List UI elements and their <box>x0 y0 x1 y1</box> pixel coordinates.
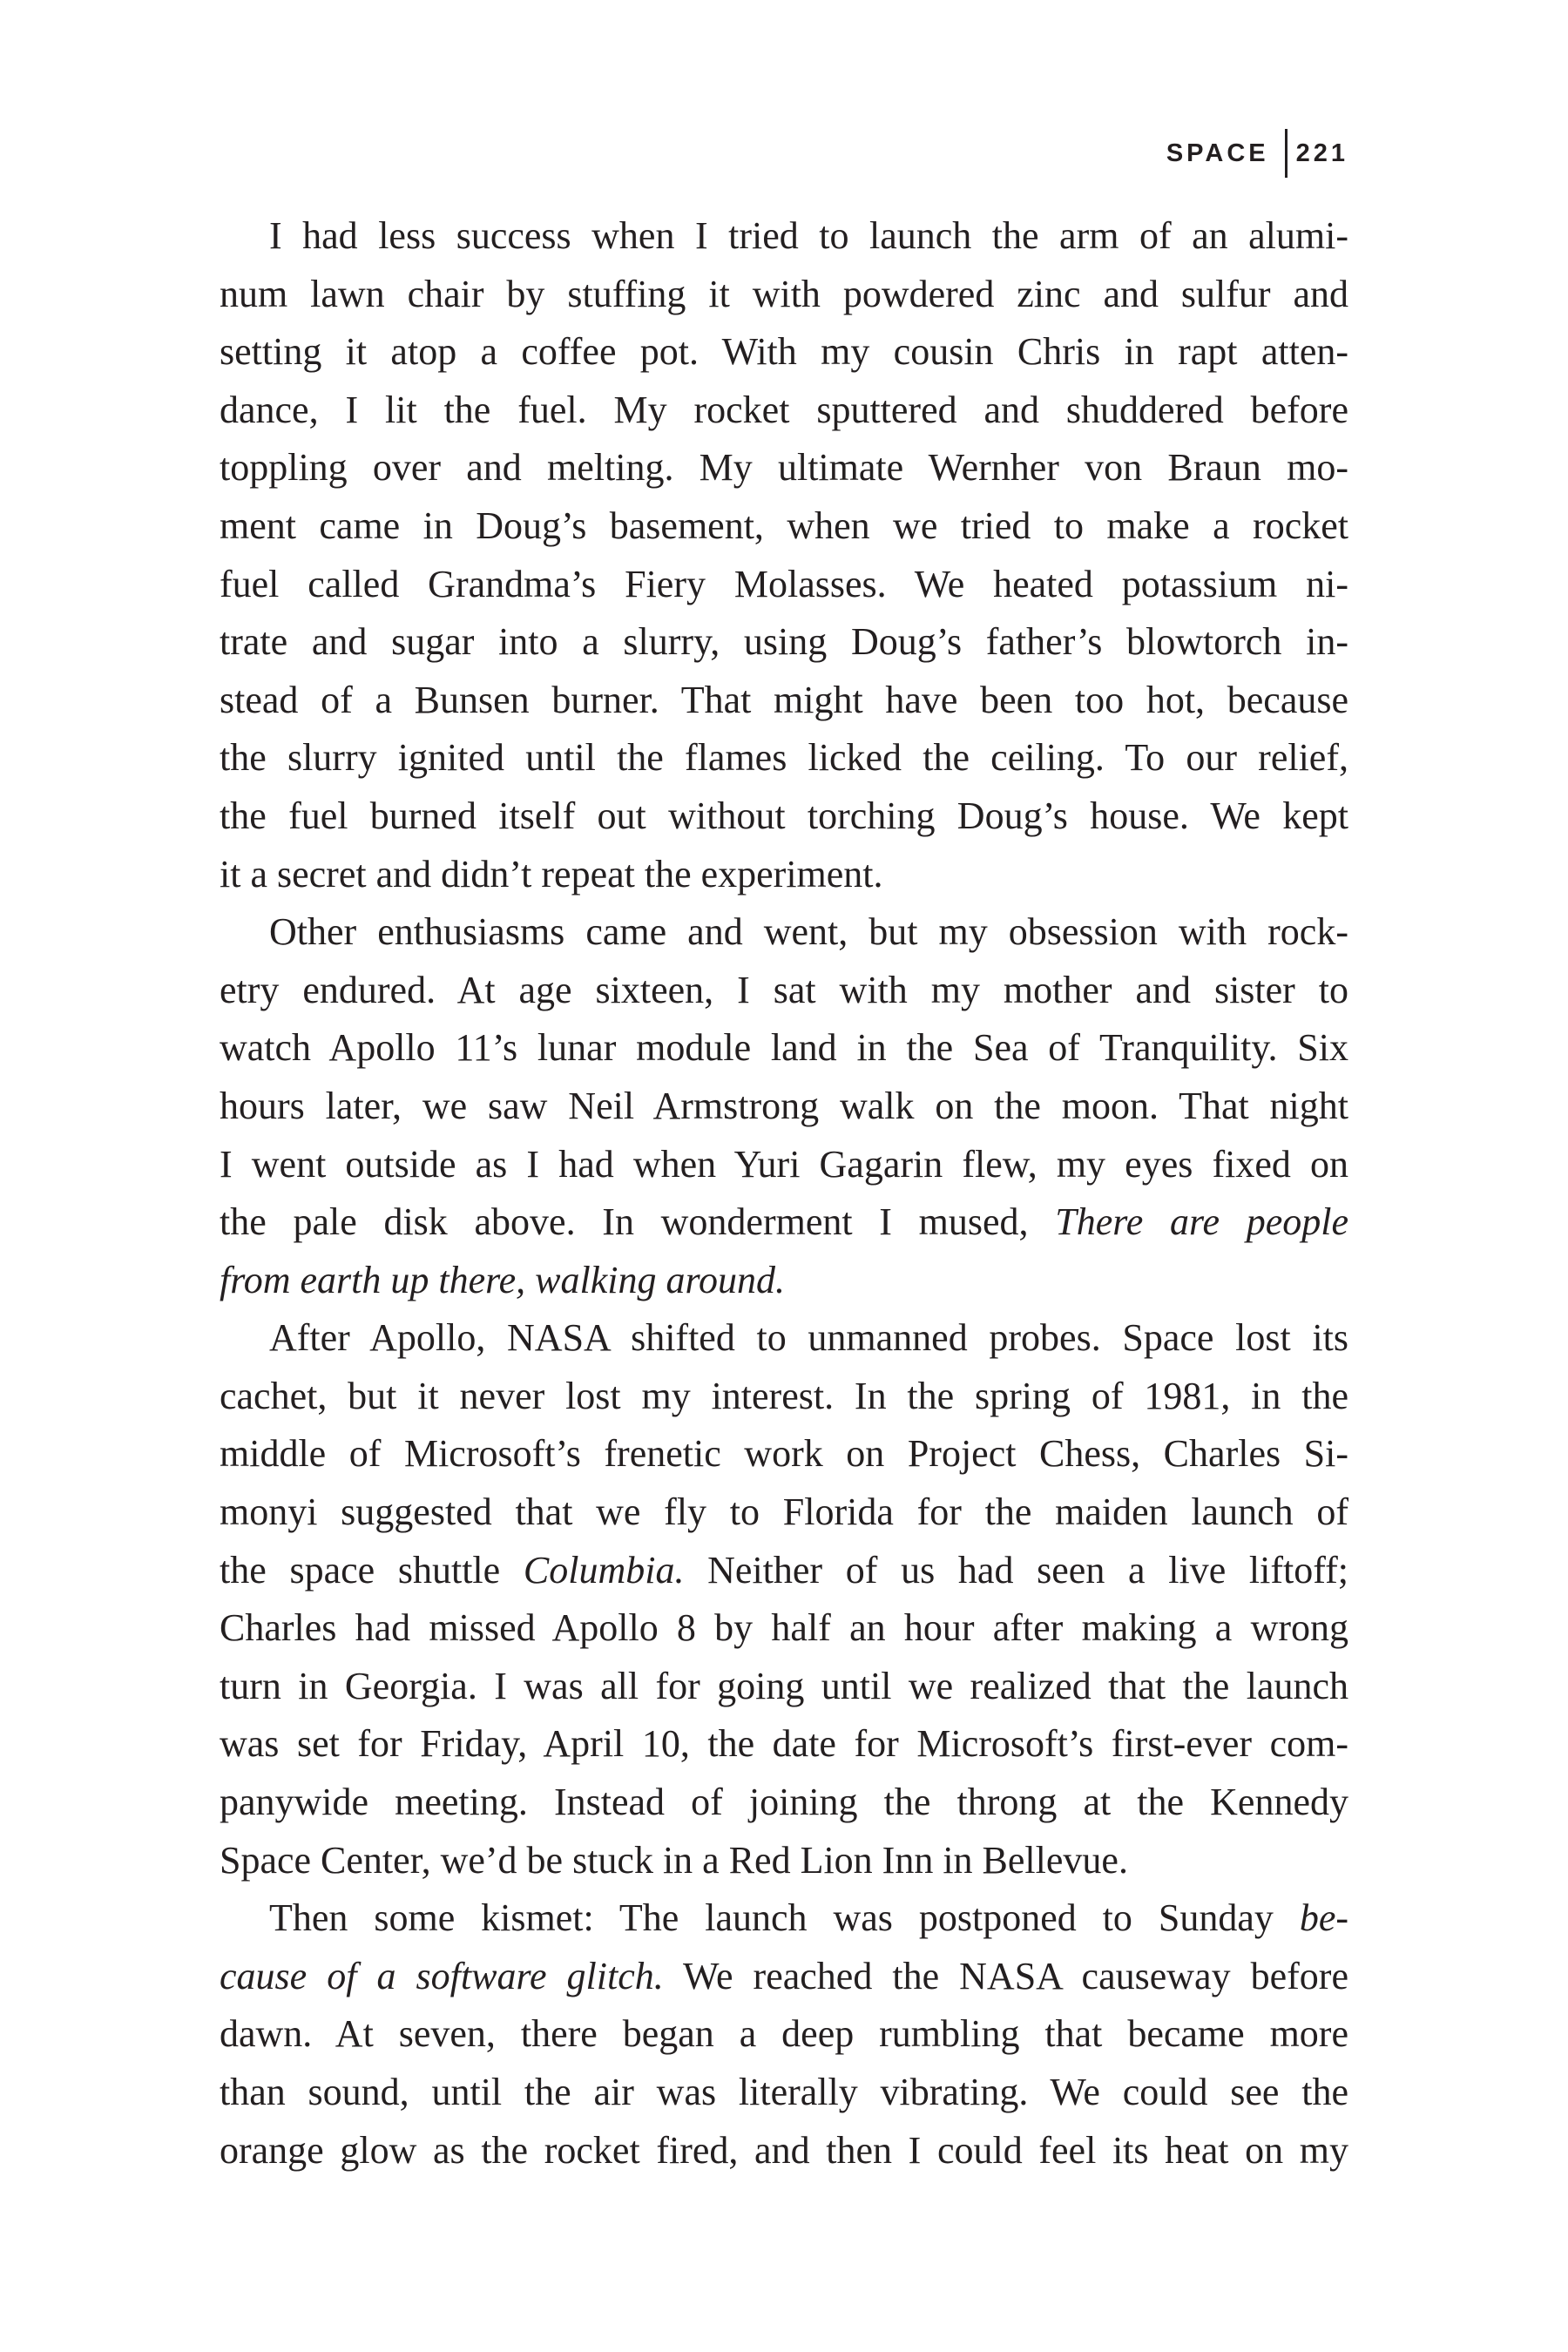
text-line: I had less success when I tried to launch the arm of an alumi- <box>269 214 1348 257</box>
text-line: the slurry ignited until the flames licked the ceiling. To our relief, <box>220 736 1348 780</box>
text-run: We reached the NASA causeway before <box>663 1954 1348 1997</box>
text-line: was set for Friday, April 10, the date for Microsoft’s first-ever com- <box>220 1722 1348 1766</box>
text-line: middle of Microsoft’s frenetic work on Project Chess, Charles Si- <box>220 1432 1348 1476</box>
text-line: turn in Georgia. I was all for going until we realized that the launch <box>220 1664 1348 1707</box>
section-title: SPACE <box>1166 139 1269 167</box>
text-line <box>220 1889 1348 1948</box>
paragraph <box>220 1889 1348 2180</box>
text-line <box>220 1948 1348 2006</box>
text-line: After Apollo, NASA shifted to unmanned probes. Space lost its <box>269 1316 1348 1360</box>
text-line: dawn. At seven, there began a deep rumbling that became more <box>220 2012 1348 2056</box>
italic-text: Columbia. <box>523 1548 685 1592</box>
text-line: dance, I lit the fuel. My rocket sputtered and shuddered before <box>220 388 1348 431</box>
text-line: Charles had missed Apollo 8 by half an hour after making a wrong <box>220 1606 1348 1650</box>
text-line: trate and sugar into a slurry, using Doug’s father’s blowtorch in- <box>220 620 1348 664</box>
text-line: monyi suggested that we fly to Florida for the maiden launch of <box>220 1490 1348 1534</box>
text-line: orange glow as the rocket fired, and then I could feel its heat on my <box>220 2128 1348 2172</box>
body-text <box>220 207 1348 2180</box>
text-line: toppling over and melting. My ultimate Wernher von Braun mo- <box>220 446 1348 490</box>
text-line: panywide meeting. Instead of joining the throng at the Kennedy <box>220 1781 1348 1824</box>
text-line: Other enthusiasms came and went, but my obsession with rock- <box>269 910 1348 954</box>
running-head <box>1166 129 1348 178</box>
text-line: setting it atop a coffee pot. With my cousin Chris in rapt atten- <box>220 330 1348 374</box>
text-line: cachet, but it never lost my interest. In the spring of 1981, in the <box>220 1374 1348 1417</box>
text-line: than sound, until the air was literally vibrating. We could see the <box>220 2071 1348 2113</box>
text-line: I went outside as I had when Yuri Gagarin flew, my eyes fixed on <box>220 1142 1348 1186</box>
text-line: watch Apollo 11’s lunar module land in the Sea of Tranquility. Six <box>220 1026 1348 1070</box>
text-line: fuel called Grandma’s Fiery Molasses. We heated potassium ni- <box>220 562 1348 605</box>
italic-text: cause of a software glitch. <box>220 1954 664 1997</box>
text-line: hours later, we saw Neil Armstrong walk on the moon. That night <box>220 1084 1348 1127</box>
header-divider <box>1285 129 1288 178</box>
text-line <box>220 1542 1348 1600</box>
text-run: Then some kismet: The launch was postponed to Sunday <box>269 1896 1300 1940</box>
paragraph <box>220 1309 1348 1889</box>
text-run: the space shuttle <box>220 1548 524 1592</box>
text-line: the fuel burned itself out without torching Doug’s house. We kept <box>220 794 1348 837</box>
text-line: ment came in Doug’s basement, when we tried to make a rocket <box>220 504 1348 547</box>
paragraph <box>220 207 1348 903</box>
italic-text: There are people <box>1055 1200 1348 1244</box>
text-line: etry endured. At age sixteen, I sat with my mother and sister to <box>220 968 1348 1011</box>
text-line: it a secret and didn’t repeat the experiment. <box>220 852 883 896</box>
text-line: stead of a Bunsen burner. That might have been too hot, because <box>220 678 1348 721</box>
paragraph <box>220 903 1348 1309</box>
text-line <box>220 1193 1348 1252</box>
text-run: Neither of us had seen a live liftoff; <box>684 1548 1348 1592</box>
text-line: num lawn chair by stuffing it with powdered zinc and sulfur and <box>220 272 1348 315</box>
italic-text: from earth up there, walking around. <box>220 1258 785 1301</box>
text-run: the pale disk above. In wonderment I mused, <box>220 1200 1056 1244</box>
text-line: Space Center, we’d be stuck in a Red Lion Inn in Bellevue. <box>220 1838 1128 1882</box>
text-line <box>220 1252 1348 1310</box>
page-number: 221 <box>1295 139 1348 167</box>
italic-text: be- <box>1299 1896 1348 1940</box>
